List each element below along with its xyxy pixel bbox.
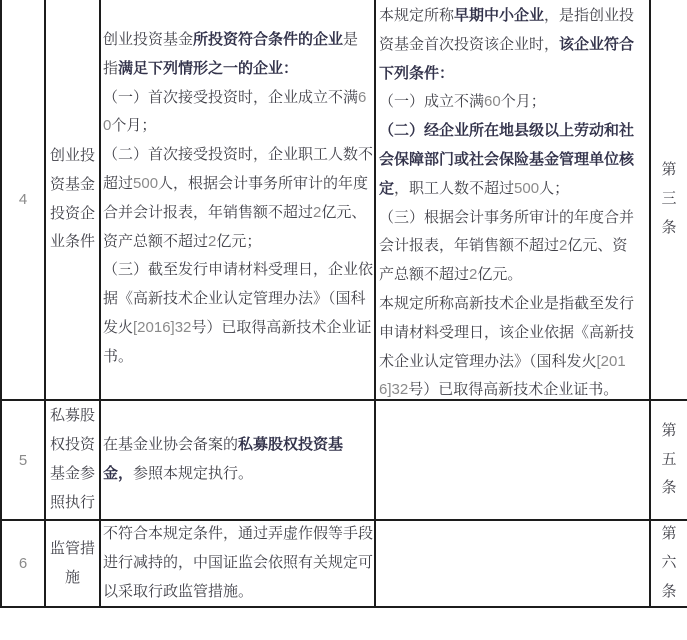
- table-row: [2, 0, 687, 401]
- row-label: 创业投资基金投资企业条件: [50, 146, 96, 251]
- row-number: 6: [18, 555, 28, 572]
- article-cell: [651, 0, 687, 401]
- row-label-cell: [46, 0, 101, 401]
- definition-cell: [376, 401, 651, 521]
- article-number: 第六条: [661, 525, 677, 600]
- criteria-cell: 不符合本规定条件，通过弄虚作假等手段进行减持的，中国证监会依照有关规定可以采取行政监管措施。: [101, 521, 376, 608]
- row-label: 监管措施: [50, 539, 96, 586]
- row-label-cell: [46, 401, 101, 521]
- row-number: 4: [18, 191, 28, 208]
- definition-cell: 本规定所称早期中小企业，是指创业投资基金首次投资该企业时，该企业符合下列条件： （一）成立不满60个月； （二）经企业所在地县级以上劳动和社会保障部门或社会保险基金管理单位核定，职工人数不超过500人； （三）根据会计事务所审计的年度合并会计报表，年销售额不超过2亿元、资产总额不超过2亿元。 本规定所称高新技术企业是指截至发行申请材料受理日，该企业依据《高新技术企业认定管理办法》（国科发火[2016]32号）已取得高新技术企业证书。: [376, 0, 651, 401]
- row-number-cell: [2, 0, 46, 401]
- definition-cell: [376, 521, 651, 608]
- article-number: 第五条: [661, 421, 677, 497]
- row-number-cell: [2, 401, 46, 521]
- criteria-cell: 在基金业协会备案的私募股权投资基金，参照本规定执行。: [101, 401, 376, 521]
- table-row: [2, 401, 687, 521]
- table-row: [2, 521, 687, 608]
- criteria-cell: 创业投资基金所投资符合条件的企业是指满足下列情形之一的企业： （一）首次接受投资时，企业成立不满60个月； （二）首次接受投资时，企业职工人数不超过500人，根据会计事务所审计的年度合并会计报表，年销售额不超过2亿元、资产总额不超过2亿元； （三）截至发行申请材料受理日，企业依据《高新技术企业认定管理办法》（国科发火[2016]32号）已取得高新技术企业证书。: [101, 0, 376, 401]
- row-label: 私募股权投资基金参照执行: [50, 407, 96, 511]
- row-number: 5: [18, 451, 28, 469]
- article-cell: [651, 521, 687, 608]
- article-cell: [651, 401, 687, 521]
- article-number: 第三条: [661, 161, 677, 236]
- row-number-cell: [2, 521, 46, 608]
- row-label-cell: [46, 521, 101, 608]
